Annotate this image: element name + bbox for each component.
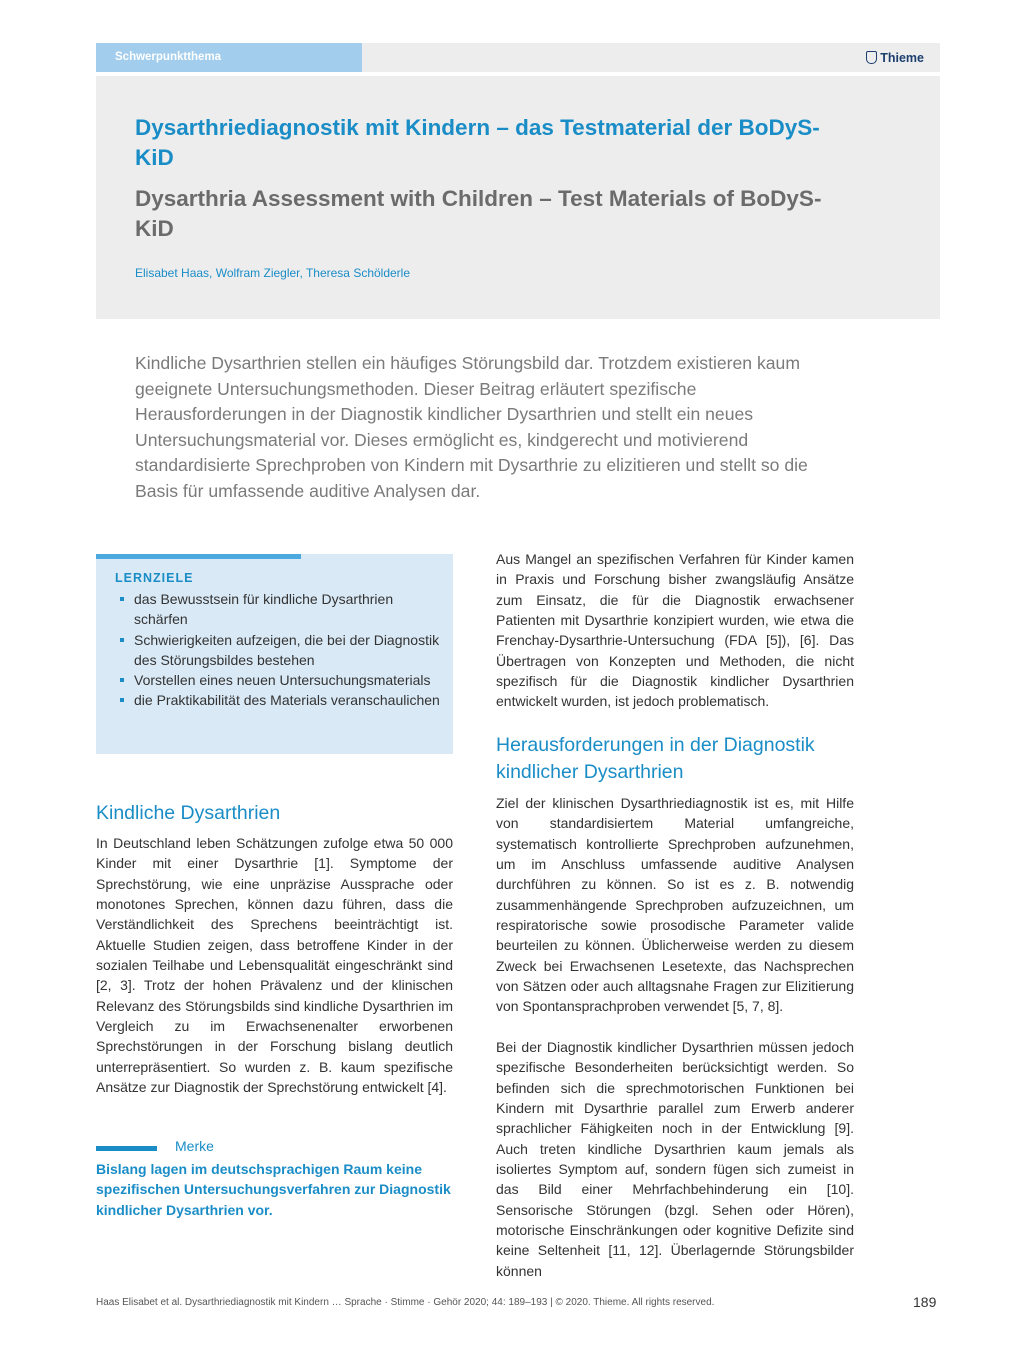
section-paragraph: Bei der Diagnostik kindlicher Dysarthrien müssen jedoch spezifische Besonderheiten berücksichtigt werden. So befinden sich die sprechmotorischen Funktionen bei Kindern mit Dysarthrie parallel zum Erwerb anderer sprachlicher Fähigkeiten noch in der Entwicklung [9]. Auch treten kindliche Dysarthrien kaum jemals als isoliertes Symptom auf, sondern fügen sich zumeist in das Bild einer Mehrfachbehinderung ein [10]. Sensorische Störungen (bzgl. Sehen oder Hören), motorische Einschränkungen oder kognitive Defizite sind keine Seltenheit [11, 12]. Überlagernde Störungsbilder können xyxy=(496,1039,854,1279)
authors: Elisabet Haas, Wolfram Ziegler, Theresa Schölderle xyxy=(135,266,411,280)
publisher-brand xyxy=(866,43,924,72)
section-paragraph: In Deutschland leben Schätzungen zufolge etwa 50 000 Kinder mit einer Dysarthrie [1]. Symptome der Sprechstörung, wie eine unpräzise Aussprache oder monotones Sprechen, können dazu führen, dass die Verständlichkeit des Sprechens beeinträchtigt ist. Aktuelle Studien zeigen, dass betroffene Kinder in der sozialen Teilhabe und Lebensqualität eingeschränkt sind [2, 3]. Trotz der hohen Prävalenz und der klinischen Relevanz des Störungsbilds sind kindliche Dysarthrien im Vergleich zu im Erwachsenenalter erworbenen Sprechstörungen in der Forschung bislang deutlich unterrepräsentiert. So wurden z. B. kaum spezifische Ansätze zur Diagnostik der Sprechstörung entwickelt [4]. xyxy=(96,835,453,1096)
article-title-de: Dysarthriediagnostik mit Kindern – das Testmaterial der BoDyS-KiD xyxy=(135,115,820,170)
learning-goals-accent xyxy=(96,554,301,559)
section-heading-kindliche-dysarthrien: Kindliche Dysarthrien xyxy=(96,802,281,824)
learning-goals-list xyxy=(115,589,450,711)
thieme-logo-icon xyxy=(866,51,877,64)
learning-goal-item: Schwierigkeiten aufzeigen, die bei der Diagnostik des Störungsbildes bestehen xyxy=(115,630,450,671)
article-title-en: Dysarthria Assessment with Children – Test Materials of BoDyS-KiD xyxy=(135,186,822,241)
page-number: 189 xyxy=(913,1294,937,1310)
publisher-name: Thieme xyxy=(880,51,924,65)
section-paragraph: Ziel der klinischen Dysarthriediagnostik ist es, mit Hilfe von standardisiertem Material umfangreiche, systematisch kontrollierte Sprechproben aufzunehmen, um im Anschluss umfassende auditive Analysen durchführen zu können. So ist es z. B. notwendig zusammenhängende Sprechproben aufzuzeichnen, um respiratorische sowie prosodische Parameter valide beurteilen zu können. Üblicherweise werden zu diesem Zweck bei Erwachsenen Lesetexte, das Nachsprechen von Sätzen oder auch alltagsnahe Fragen zur Elizitierung von Spontansprachproben verwendet [5, 7, 8]. xyxy=(496,795,854,1015)
learning-goal-item: die Praktikabilität des Materials veranschaulichen xyxy=(115,690,450,710)
section-label: Schwerpunktthema xyxy=(96,43,362,72)
learning-goals-title: LERNZIELE xyxy=(115,571,194,585)
abstract: Kindliche Dysarthrien stellen ein häufiges Störungsbild dar. Trotzdem existieren kaum geeignete Untersuchungsmethoden. Dieser Beitrag erläutert spezifische Herausforderungen in der Diagnostik kindlicher Dysarthrien und stellt ein neues Untersuchungsmaterial vor. Dieses ermöglicht es, kindgerecht und motivierend standardisierte Sprechproben von Kindern mit Dysarthrie zu elizitieren und stellt so die Basis für umfassende auditive Analysen dar. xyxy=(135,353,808,501)
learning-goal-item: das Bewusstsein für kindliche Dysarthrien schärfen xyxy=(115,589,450,630)
intro-paragraph: Aus Mangel an spezifischen Verfahren für Kinder kamen in Praxis und Forschung bisher zwangsläufig Ansätze zum Einsatz, die für die Diagnostik erwachsener Patienten mit Dysarthrie konzipiert wurden, wie etwa die Frenchay-Dysarthrie-Untersuchung (FDA [5]), [6]. Das Übertragen von Konzepten und Methoden, die nicht spezifisch für die Diagnostik kindlicher Dysarthrien entwickelt wurden, ist jedoch problematisch. xyxy=(496,551,854,710)
merke-bar xyxy=(96,1146,157,1151)
footer-citation: Haas Elisabet et al. Dysarthriediagnostik mit Kindern … Sprache · Stimme · Gehör 2020; 44: 189–193 | © 2020. Thieme. All rights reserved. xyxy=(96,1297,715,1308)
merke-text: Bislang lagen im deutschsprachigen Raum keine spezifischen Untersuchungsverfahren zur Diagnostik kindlicher Dysarthrien vor. xyxy=(96,1161,451,1218)
merke-label: Merke xyxy=(175,1138,214,1154)
learning-goal-item: Vorstellen eines neuen Untersuchungsmaterials xyxy=(115,670,450,690)
section-heading-herausforderungen: Herausforderungen in der Diagnostik kindlicher Dysarthrien xyxy=(496,734,815,783)
